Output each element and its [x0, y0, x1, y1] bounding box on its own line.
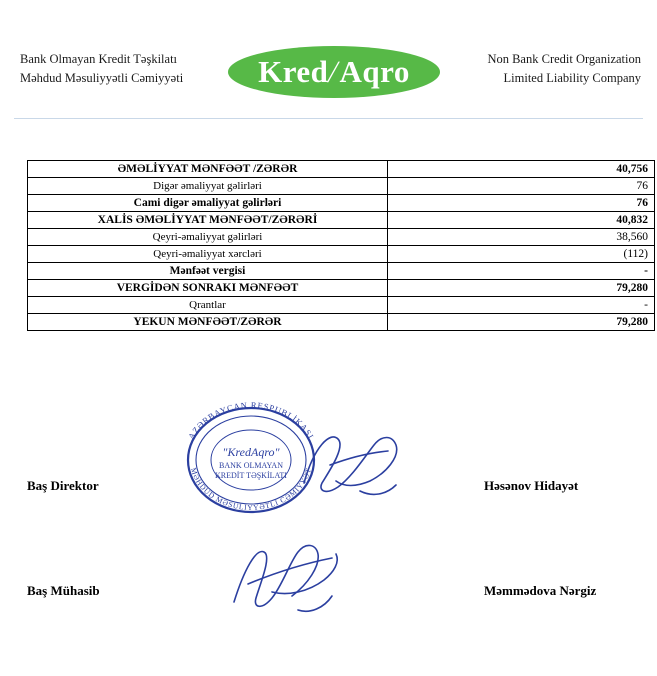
director-title-label: Baş Direktor — [27, 478, 99, 493]
accountant-title-label: Baş Mühasib — [27, 583, 100, 598]
accountant-signature-mark — [228, 540, 358, 620]
header-org-name-az — [20, 50, 230, 88]
table-row-value: 38,560 — [388, 229, 655, 246]
table-row — [28, 161, 655, 178]
table-row-label: Cami digər əmaliyyat gəlirləri — [28, 195, 388, 212]
accountant-name: Məmmədova Nərgiz — [484, 583, 597, 598]
table-row-value: (112) — [388, 246, 655, 263]
logo-text-left: Kred — [258, 54, 329, 89]
svg-text:"KredAqro": "KredAqro" — [222, 445, 280, 459]
logo-text-right: Aqro — [339, 54, 410, 89]
table-row-value: 40,832 — [388, 212, 655, 229]
table-row-label: XALİS ƏMƏLİYYAT MƏNFƏƏT/ZƏRƏRİ — [28, 212, 388, 229]
director-name: Həsənov Hidayət — [484, 478, 579, 493]
table-row — [28, 178, 655, 195]
logo-text — [228, 46, 440, 98]
table-row — [28, 195, 655, 212]
table-row-label: Digər əmaliyyat gəlirləri — [28, 178, 388, 195]
table-row — [28, 297, 655, 314]
table-row-label: Qrantlar — [28, 297, 388, 314]
table-row — [28, 280, 655, 297]
table-row-value: - — [388, 263, 655, 280]
table-row-label: ƏMƏLİYYAT MƏNFƏƏT /ZƏRƏR — [28, 161, 388, 178]
svg-text:BANK OLMAYAN: BANK OLMAYAN — [219, 461, 283, 470]
header-divider — [14, 118, 643, 119]
table-row-label: Qeyri-əmaliyyat xərcləri — [28, 246, 388, 263]
table-row — [28, 314, 655, 331]
header-org-name-en-line2: Limited Liability Company — [503, 71, 641, 85]
director-signature-mark — [300, 425, 410, 507]
table-row-value: 76 — [388, 178, 655, 195]
logo-separator: / — [325, 54, 343, 89]
table-row-value: 79,280 — [388, 314, 655, 331]
table-row — [28, 229, 655, 246]
table-row-value: 79,280 — [388, 280, 655, 297]
header-org-name-en — [441, 50, 641, 88]
table-row — [28, 263, 655, 280]
financial-table — [27, 160, 655, 331]
table-row-value: 40,756 — [388, 161, 655, 178]
table-row — [28, 246, 655, 263]
svg-text:MƏHDUD MƏSULİYYƏTLİ CƏMİYYƏT: MƏHDUD MƏSULİYYƏTLİ CƏMİYYƏT — [188, 466, 314, 513]
table-row-label: Mənfəət vergisi — [28, 263, 388, 280]
table-row-label: Qeyri-əmaliyyat gəlirləri — [28, 229, 388, 246]
header-org-name-az-line2: Məhdud Məsuliyyətli Cəmiyyəti — [20, 71, 184, 85]
table-row-value: - — [388, 297, 655, 314]
document-header — [0, 40, 657, 110]
svg-text:KREDİT TƏŞKİLATI: KREDİT TƏŞKİLATI — [215, 471, 287, 480]
table-row-value: 76 — [388, 195, 655, 212]
header-org-name-az-line1: Bank Olmayan Kredit Təşkilatı — [20, 52, 178, 66]
svg-text:AZƏRBAYCAN RESPUBLİKASI: AZƏRBAYCAN RESPUBLİKASI — [185, 399, 317, 441]
table-row — [28, 212, 655, 229]
header-org-name-en-line1: Non Bank Credit Organization — [487, 52, 641, 66]
table-row-label: YEKUN MƏNFƏƏT/ZƏRƏR — [28, 314, 388, 331]
kredaqro-logo — [228, 40, 440, 104]
table-row-label: VERGİDƏN SONRAKI MƏNFƏƏT — [28, 280, 388, 297]
financial-table-container — [27, 160, 648, 331]
financial-table-body — [28, 161, 655, 331]
